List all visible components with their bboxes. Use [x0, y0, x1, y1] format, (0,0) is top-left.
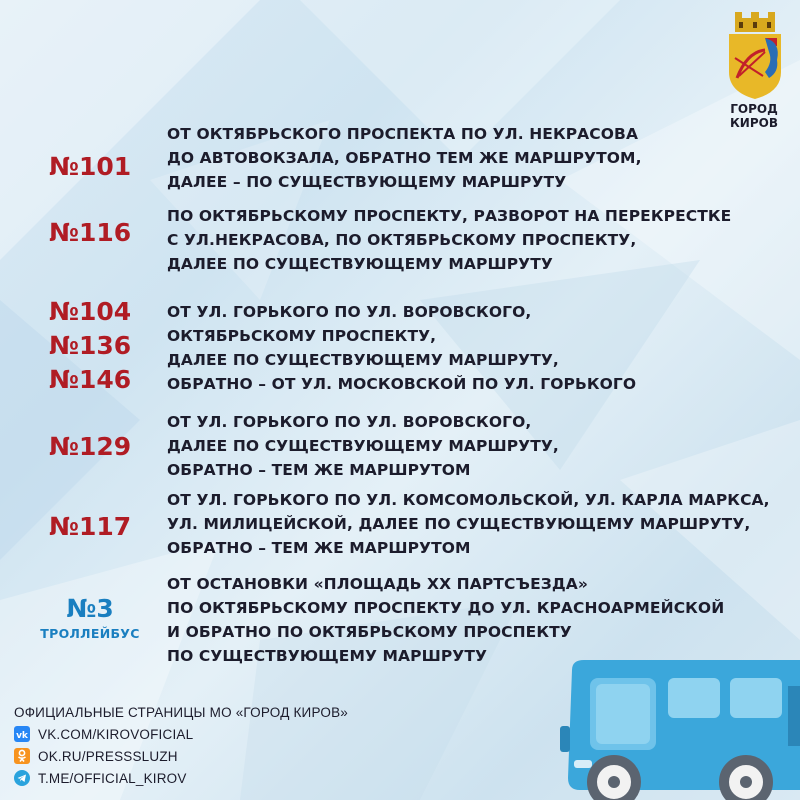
- route-description-104-136-146: [167, 300, 782, 396]
- route-line: ПО ОКТЯБРЬСКОМУ ПРОСПЕКТУ, РАЗВОРОТ НА ПЕРЕКРЕСТКЕ: [167, 207, 732, 225]
- social-link-vk[interactable]: [14, 724, 193, 744]
- route-line: ОБРАТНО – ОТ УЛ. МОСКОВСКОЙ ПО УЛ. ГОРЬКОГО: [167, 375, 637, 393]
- vk-icon: [14, 726, 30, 742]
- route-number: №146: [48, 365, 132, 394]
- route-line: ОБРАТНО – ТЕМ ЖЕ МАРШРУТОМ: [167, 539, 471, 557]
- route-line: ДАЛЕЕ ПО СУЩЕСТВУЮЩЕМУ МАРШРУТУ: [167, 255, 553, 273]
- social-link-text: VK.COM/KIROVOFICIAL: [38, 726, 194, 742]
- route-number: №136: [48, 331, 132, 360]
- route-number-116: [0, 216, 180, 250]
- social-link-text: T.ME/OFFICIAL_KIROV: [38, 770, 187, 786]
- route-line: ДАЛЕЕ ПО СУЩЕСТВУЮЩЕМУ МАРШРУТУ,: [167, 437, 559, 455]
- route-number: №117: [48, 512, 132, 541]
- route-number-101: [0, 150, 180, 184]
- social-link-text: OK.RU/PRESSSLUZH: [38, 748, 178, 764]
- bus-illustration: [560, 660, 800, 800]
- route-number-129: [0, 430, 180, 464]
- route-line: ДО АВТОВОКЗАЛА, ОБРАТНО ТЕМ ЖЕ МАРШРУТОМ,: [167, 149, 642, 167]
- route-line: ПО ОКТЯБРЬСКОМУ ПРОСПЕКТУ ДО УЛ. КРАСНОАРМЕЙСКОЙ: [167, 599, 725, 617]
- route-description-117: [167, 488, 782, 560]
- route-line: ПО СУЩЕСТВУЮЩЕМУ МАРШРУТУ: [167, 647, 488, 665]
- route-number: №116: [48, 218, 132, 247]
- route-line: ОТ ОСТАНОВКИ «ПЛОЩАДЬ XX ПАРТСЪЕЗДА»: [167, 575, 589, 593]
- route-line: ОТ УЛ. ГОРЬКОГО ПО УЛ. ВОРОВСКОГО,: [167, 413, 532, 431]
- logo-caption-line1: ГОРОД: [730, 102, 778, 116]
- route-line: ДАЛЕЕ ПО СУЩЕСТВУЮЩЕМУ МАРШРУТУ,: [167, 351, 559, 369]
- route-numbers-104-136-146: [0, 295, 180, 397]
- svg-text:vk: vk: [16, 731, 28, 741]
- route-line: УЛ. МИЛИЦЕЙСКОЙ, ДАЛЕЕ ПО СУЩЕСТВУЮЩЕМУ МАРШРУТУ,: [167, 515, 751, 533]
- route-line: ОТ УЛ. ГОРЬКОГО ПО УЛ. КОМСОМОЛЬСКОЙ, УЛ. КАРЛА МАРКСА,: [167, 491, 770, 509]
- trolleybus-label: ТРОЛЛЕЙБУС: [40, 626, 140, 641]
- kirov-coat-of-arms-logo: [725, 12, 785, 100]
- route-line: ОТ ОКТЯБРЬСКОГО ПРОСПЕКТА ПО УЛ. НЕКРАСОВА: [167, 125, 639, 143]
- route-number: №129: [48, 432, 132, 461]
- footer-title: ОФИЦИАЛЬНЫЕ СТРАНИЦЫ МО «ГОРОД КИРОВ»: [14, 705, 348, 720]
- route-description-116: [167, 204, 782, 276]
- route-number: №3: [66, 594, 114, 623]
- route-number: №101: [48, 152, 132, 181]
- route-line: С УЛ.НЕКРАСОВА, ПО ОКТЯБРЬСКОМУ ПРОСПЕКТУ,: [167, 231, 637, 249]
- route-line: И ОБРАТНО ПО ОКТЯБРЬСКОМУ ПРОСПЕКТУ: [167, 623, 572, 641]
- route-line: ОБРАТНО – ТЕМ ЖЕ МАРШРУТОМ: [167, 461, 471, 479]
- route-line: ОКТЯБРЬСКОМУ ПРОСПЕКТУ,: [167, 327, 437, 345]
- route-number: №104: [48, 297, 132, 326]
- route-description-129: [167, 410, 782, 482]
- route-description-trolleybus-3: [167, 572, 782, 668]
- trolleybus-number-3: [0, 592, 180, 642]
- route-number-117: [0, 510, 180, 544]
- logo-caption-line2: КИРОВ: [730, 116, 778, 130]
- telegram-icon: [14, 770, 30, 786]
- ok-icon: [14, 748, 30, 764]
- route-description-101: [167, 122, 782, 194]
- social-link-telegram[interactable]: [14, 768, 187, 788]
- route-line: ОТ УЛ. ГОРЬКОГО ПО УЛ. ВОРОВСКОГО,: [167, 303, 532, 321]
- social-link-ok[interactable]: [14, 746, 178, 766]
- route-line: ДАЛЕЕ – ПО СУЩЕСТВУЮЩЕМУ МАРШРУТУ: [167, 173, 567, 191]
